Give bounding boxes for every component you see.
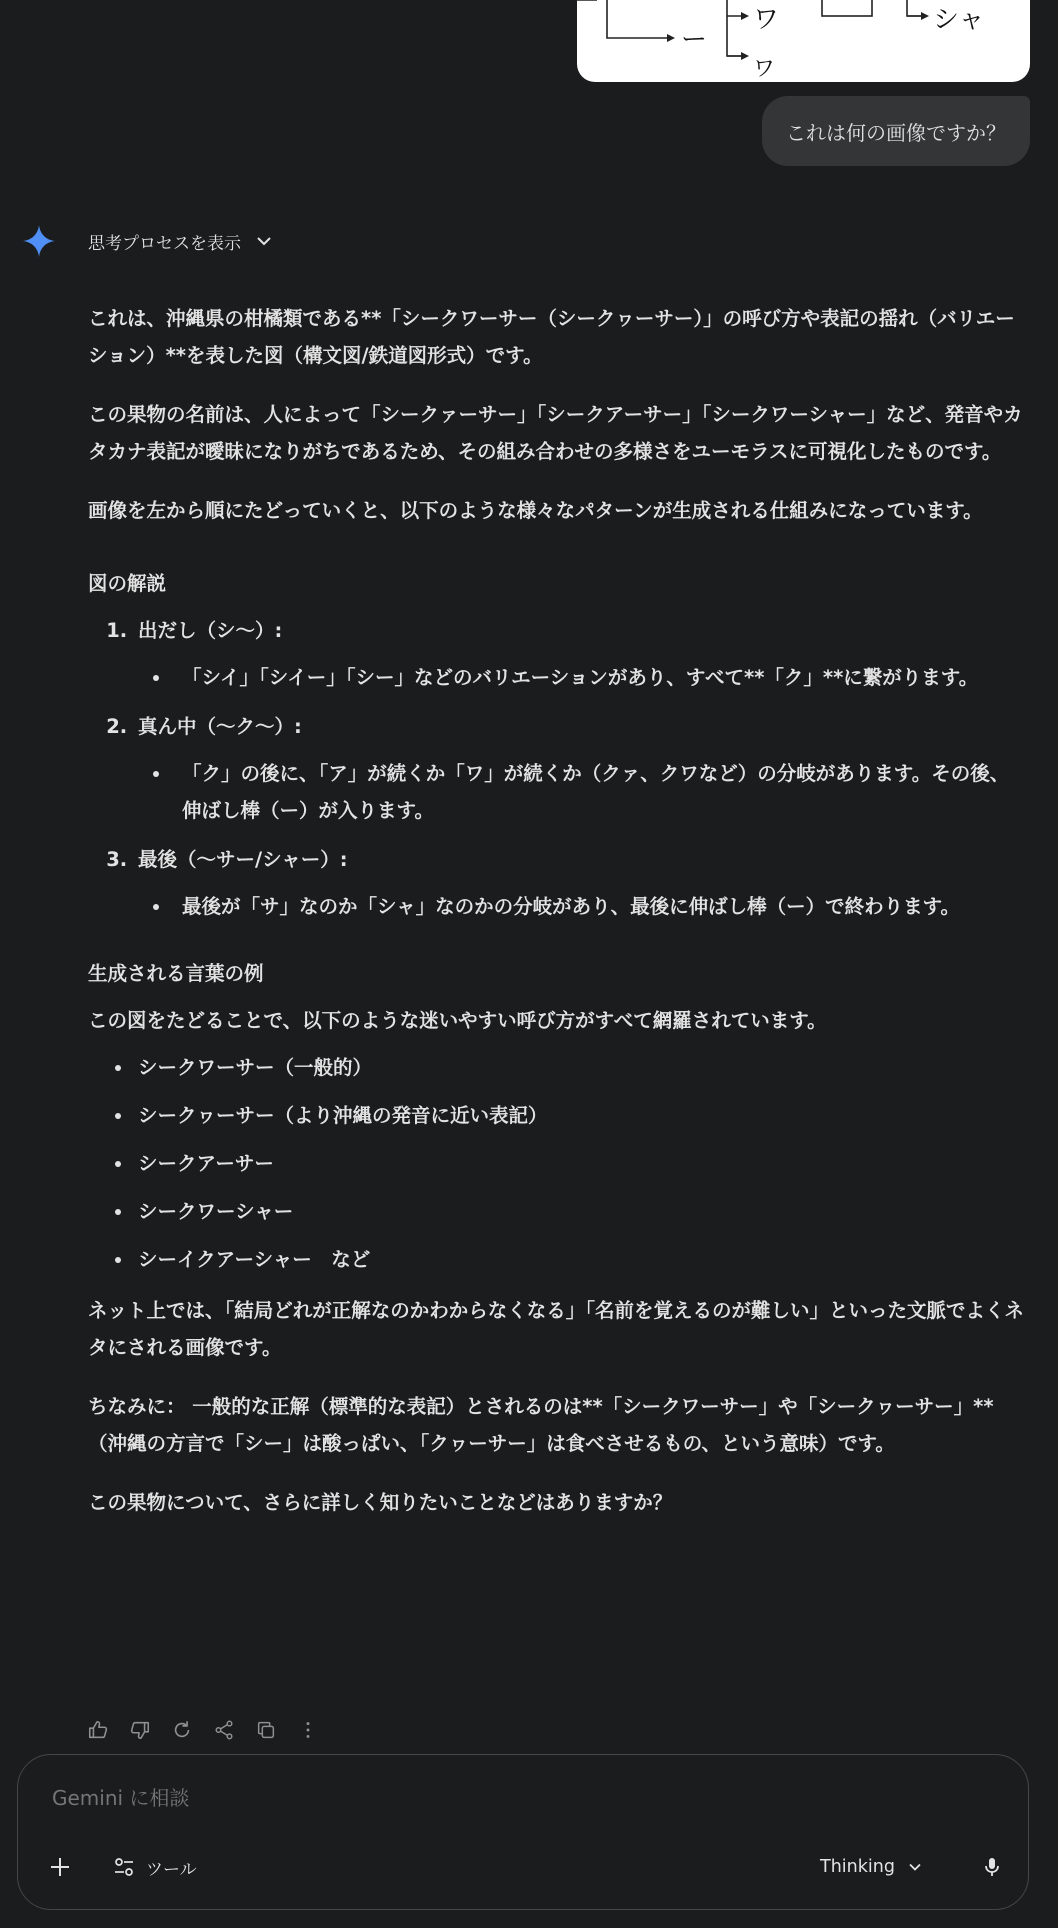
gemini-sparkle-icon	[22, 224, 56, 258]
step-detail: • 「ク」の後に、「ア」が続くか「ワ」が続くか（クァ、クワなど）の分岐があります。その後、伸ばし棒（ー）が入ります。	[172, 755, 1028, 829]
step-title: 真ん中（〜ク〜）:	[138, 715, 302, 738]
show-thinking-label: 思考プロセスを表示	[88, 233, 241, 254]
model-mode-label: Thinking	[820, 1857, 895, 1877]
response-paragraph: これは、沖縄県の柑橘類である**「シークワーサー（シークヮーサー）」の呼び方や表記の揺れ（バリエーション）**を表した図（構文図/鉄道図形式）です。	[88, 307, 1015, 367]
response-paragraph: ネット上では、「結局どれが正解なのかわからなくなる」「名前を覚えるのが難しい」といった文脈でよくネタにされる画像です。	[88, 1299, 1025, 1359]
diagram-label: シャ	[933, 5, 985, 35]
diagram-label: ワ	[753, 5, 780, 35]
model-mode-selector[interactable]	[820, 1853, 923, 1881]
example-item: • シークヮーサー（より沖縄の発音に近い表記）	[134, 1097, 1028, 1134]
examples-list	[88, 1049, 1028, 1278]
attached-image[interactable]	[577, 0, 1030, 82]
more-vert-icon[interactable]	[296, 1718, 320, 1742]
section-heading: 図の解説	[88, 572, 167, 595]
user-message-text: これは何の画像ですか？	[786, 120, 1006, 145]
step-title: 最後（〜サー/シャー）:	[138, 848, 348, 871]
explanation-item	[134, 708, 1028, 829]
response-paragraph: この図をたどることで、以下のような迷いやすい呼び方がすべて網羅されています。	[88, 1009, 827, 1032]
model-response	[88, 300, 1028, 1543]
thumbs-down-icon[interactable]	[128, 1718, 152, 1742]
step-title: 出だし（シ〜）:	[138, 619, 283, 642]
share-icon[interactable]	[212, 1718, 236, 1742]
response-paragraph: ちなみに： 一般的な正解（標準的な表記）とされるのは**「シークワーサー」や「シークヮーサー」**（沖縄の方言で「シー」は酸っぱい、「クヮーサー」は食べさせるもの、という意味）です。	[88, 1395, 994, 1455]
explanation-list	[88, 612, 1028, 925]
thumbs-up-icon[interactable]	[86, 1718, 110, 1742]
copy-icon[interactable]	[254, 1718, 278, 1742]
explanation-item	[134, 612, 1028, 696]
add-attachment-button[interactable]	[46, 1853, 74, 1881]
show-thinking-toggle[interactable]	[88, 226, 273, 256]
microphone-icon	[980, 1855, 1004, 1879]
plus-icon	[48, 1855, 72, 1879]
syntax-diagram-fragment	[577, 0, 1030, 82]
prompt-composer	[17, 1754, 1029, 1910]
step-detail: • 最後が「サ」なのか「シャ」なのかの分岐があり、最後に伸ばし棒（ー）で終わります。	[172, 888, 1028, 925]
section-heading: 生成される言葉の例	[88, 962, 264, 985]
chevron-down-icon	[907, 1859, 923, 1875]
diagram-label: ー	[681, 25, 708, 55]
response-paragraph: 画像を左から順にたどっていくと、以下のような様々なパターンが生成される仕組みになっています。	[88, 499, 983, 522]
response-paragraph: この果物の名前は、人によって「シークァーサー」「シークアーサー」「シークワーシャー」など、発音やカタカナ表記が曖昧になりがちであるため、その組み合わせの多様さをユーモラスに可視化したものです。	[88, 403, 1023, 463]
response-paragraph: この果物について、さらに詳しく知りたいことなどはありますか？	[88, 1491, 673, 1514]
prompt-input[interactable]	[50, 1785, 854, 1811]
tools-button[interactable]	[112, 1853, 197, 1881]
microphone-button[interactable]	[978, 1853, 1006, 1881]
diagram-label: ワ	[753, 57, 776, 82]
user-message	[762, 96, 1030, 166]
example-item: • シークアーサー	[134, 1145, 1028, 1182]
step-detail: • 「シイ」「シイー」「シー」などのバリエーションがあり、すべて**「ク」**に繋がります。	[172, 659, 1028, 696]
chevron-down-icon	[255, 232, 273, 250]
response-actions	[86, 1718, 320, 1742]
explanation-item	[134, 841, 1028, 925]
example-item: • シーイクアーシャー など	[134, 1241, 1028, 1278]
tools-sliders-icon	[112, 1855, 136, 1879]
example-item: • シークワーシャー	[134, 1193, 1028, 1230]
regenerate-icon[interactable]	[170, 1718, 194, 1742]
tools-label: ツール	[146, 1859, 197, 1880]
example-item: • シークワーサー（一般的）	[134, 1049, 1028, 1086]
